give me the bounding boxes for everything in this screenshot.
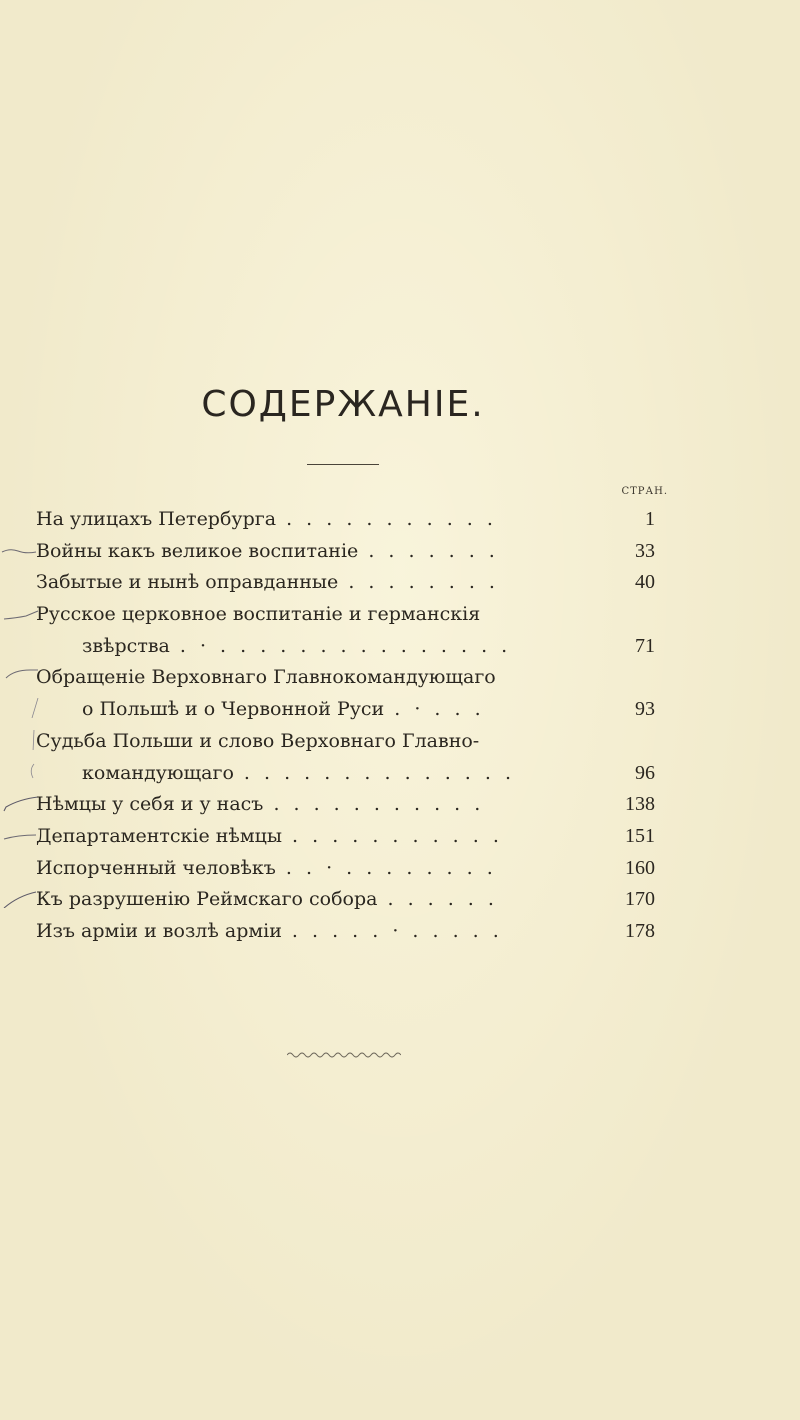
toc-page-number: 93 bbox=[635, 698, 655, 721]
toc-page-number: 138 bbox=[625, 793, 655, 816]
pencil-mark-icon bbox=[0, 603, 40, 623]
toc-entry-title: Испорченный человѣкъ bbox=[36, 856, 276, 879]
toc-entry-title: Изъ арміи и возлѣ арміи bbox=[36, 919, 282, 942]
pencil-mark-icon bbox=[0, 698, 40, 718]
toc-page-number: 170 bbox=[625, 888, 655, 911]
pencil-mark-icon bbox=[0, 888, 40, 908]
toc-entry-title: о Польшѣ и о Червонной Руси bbox=[82, 698, 385, 721]
toc-entry-continuation[interactable] bbox=[0, 627, 800, 659]
toc-page-number: 151 bbox=[625, 824, 655, 847]
toc-entry-title: звѣрства bbox=[82, 634, 170, 657]
toc-entry-title: Департаментскіе нѣмцы bbox=[36, 824, 282, 847]
toc-entry-title: Судьба Польши и слово Верховнаго Главно- bbox=[36, 729, 480, 752]
toc-entry[interactable] bbox=[0, 849, 800, 881]
toc-entry[interactable] bbox=[0, 722, 800, 754]
table-of-contents bbox=[0, 500, 800, 944]
toc-entry-title: Русское церковное воспитаніе и германскія bbox=[36, 603, 481, 626]
pencil-mark-icon bbox=[0, 762, 40, 782]
toc-entry-title: Забытые и нынѣ оправданные bbox=[36, 571, 339, 594]
toc-entry[interactable] bbox=[0, 658, 800, 690]
toc-entry-continuation[interactable] bbox=[0, 754, 800, 786]
toc-entry[interactable] bbox=[0, 880, 800, 912]
toc-page-number: 40 bbox=[635, 571, 655, 594]
pencil-mark-icon bbox=[0, 730, 40, 750]
toc-page-number: 178 bbox=[625, 919, 655, 942]
toc-entry[interactable] bbox=[0, 500, 800, 532]
toc-page-number: 1 bbox=[645, 508, 655, 530]
toc-dot-leader: . . . . . . . . . . . . . . bbox=[233, 761, 515, 784]
pencil-mark-icon bbox=[0, 540, 40, 560]
toc-dot-leader: . . . . . . . . . . . bbox=[282, 824, 503, 847]
toc-entry-title: Къ разрушенію Реймскаго собора bbox=[36, 888, 378, 911]
toc-entry-continuation[interactable] bbox=[0, 690, 800, 722]
title-divider bbox=[307, 464, 379, 465]
toc-entry-title: На улицахъ Петербурга bbox=[36, 508, 277, 530]
page-title: СОДЕРЖАНІЕ. bbox=[201, 384, 485, 425]
toc-entry-title: Обращеніе Верховнаго Главнокомандующаго bbox=[36, 666, 496, 689]
pencil-mark-icon bbox=[0, 825, 40, 845]
pencil-mark-icon bbox=[0, 666, 40, 686]
toc-dot-leader: . · . . . . . . . . . . . . . . . bbox=[169, 634, 512, 657]
toc-entry[interactable] bbox=[0, 595, 800, 627]
toc-entry-title: командующаго bbox=[82, 761, 234, 784]
toc-dot-leader: . · . . . bbox=[384, 698, 485, 721]
toc-page-number: 160 bbox=[625, 856, 655, 879]
page-column-header: СТРАН. bbox=[621, 486, 668, 497]
toc-dot-leader: . . . . . . . . bbox=[338, 571, 499, 594]
toc-dot-leader: . . . . . · . . . . . bbox=[281, 919, 503, 942]
toc-entry-title: Войны какъ великое воспитаніе bbox=[36, 539, 359, 562]
toc-entry[interactable] bbox=[0, 817, 800, 849]
toc-dot-leader: . . . . . . . bbox=[358, 539, 499, 562]
toc-page-number: 71 bbox=[635, 634, 655, 657]
toc-dot-leader: . . . . . . . . . . . bbox=[276, 508, 497, 530]
toc-entry[interactable] bbox=[0, 912, 800, 944]
toc-entry-title: Нѣмцы у себя и у насъ bbox=[36, 793, 264, 816]
wavy-ornament-divider bbox=[287, 1050, 401, 1060]
pencil-mark-icon bbox=[0, 793, 40, 813]
toc-entry[interactable] bbox=[0, 785, 800, 817]
toc-dot-leader: . . . . . . . . . . . bbox=[263, 793, 485, 816]
toc-page-number: 96 bbox=[635, 761, 655, 784]
toc-dot-leader: . . . . . . bbox=[377, 888, 498, 911]
toc-entry[interactable] bbox=[0, 563, 800, 595]
toc-dot-leader: . . · . . . . . . . . bbox=[275, 856, 497, 879]
toc-entry[interactable] bbox=[0, 532, 800, 564]
toc-page-number: 33 bbox=[635, 539, 655, 562]
